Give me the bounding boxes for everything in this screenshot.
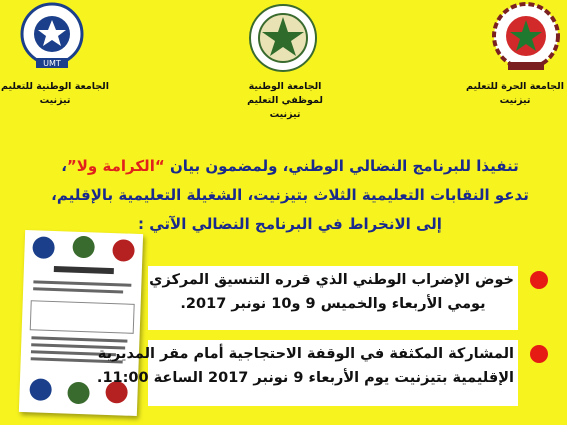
- bullet-icon: [530, 345, 548, 363]
- star-emblem-logo: [248, 0, 318, 78]
- intro-line-1-suffix: ،: [61, 157, 67, 175]
- umt-logo: [2, 2, 92, 70]
- program-item: [96, 340, 518, 406]
- intro-line-1-prefix: تنفيذا للبرنامج النضالي الوطني، ولمضمون بيان: [169, 157, 519, 175]
- flyer-logo-left: [32, 236, 55, 259]
- flyer-logo-bottom-middle: [67, 382, 90, 405]
- flyer-logo-bottom-left: [29, 378, 52, 401]
- union-left-label: [0, 80, 110, 108]
- flyer-title: [54, 266, 114, 274]
- intro-text: [40, 152, 540, 239]
- union-middle-city: تيزنيت: [269, 109, 301, 120]
- program-item-line: يومي الأربعاء والخميس 9 و10 نونبر 2017.: [180, 296, 486, 312]
- union-right-city: تيزنيت: [499, 95, 531, 106]
- flyer-text-line: [33, 280, 131, 286]
- union-left-city: تيزنيت: [39, 95, 71, 106]
- intro-line-3: إلى الانخراط في البرنامج النضالي الآتي :: [138, 215, 442, 233]
- union-left-name: الجامعة الوطنية للتعليم: [1, 81, 109, 92]
- program-item: [148, 266, 518, 330]
- bullet-icon: [530, 271, 548, 289]
- union-right-label: [460, 80, 567, 108]
- flyer-box: [30, 300, 135, 334]
- flyer-logo-right: [112, 239, 135, 262]
- flyer-text-line: [33, 287, 123, 293]
- union-middle-label: [230, 80, 340, 122]
- campaign-name: “الكرامة ولا”: [66, 157, 165, 175]
- union-middle-name: الجامعة الوطنية لموظفي التعليم: [247, 81, 323, 106]
- svg-text:UMT: UMT: [43, 59, 61, 68]
- flyer-logo-middle: [72, 236, 95, 259]
- intro-line-1: [40, 152, 540, 181]
- intro-line-2: تدعو النقابات التعليمية الثلاث بتيزنيت، الشغيلة التعليمية بالإقليم،: [51, 186, 529, 204]
- union-right-name: الجامعة الحرة للتعليم: [466, 81, 564, 92]
- ugtm-gear-logo: [490, 2, 562, 72]
- program-item-line: الإقليمية بتيزنيت يوم الأربعاء 9 نونبر 2017 الساعة 11:00.: [96, 370, 514, 386]
- program-item-line: خوض الإضراب الوطني الذي قرره التنسيق المركزي: [149, 272, 514, 288]
- program-item-line: المشاركة المكثفة في الوقفة الاحتجاجية أمام مقر المديرية: [97, 346, 514, 362]
